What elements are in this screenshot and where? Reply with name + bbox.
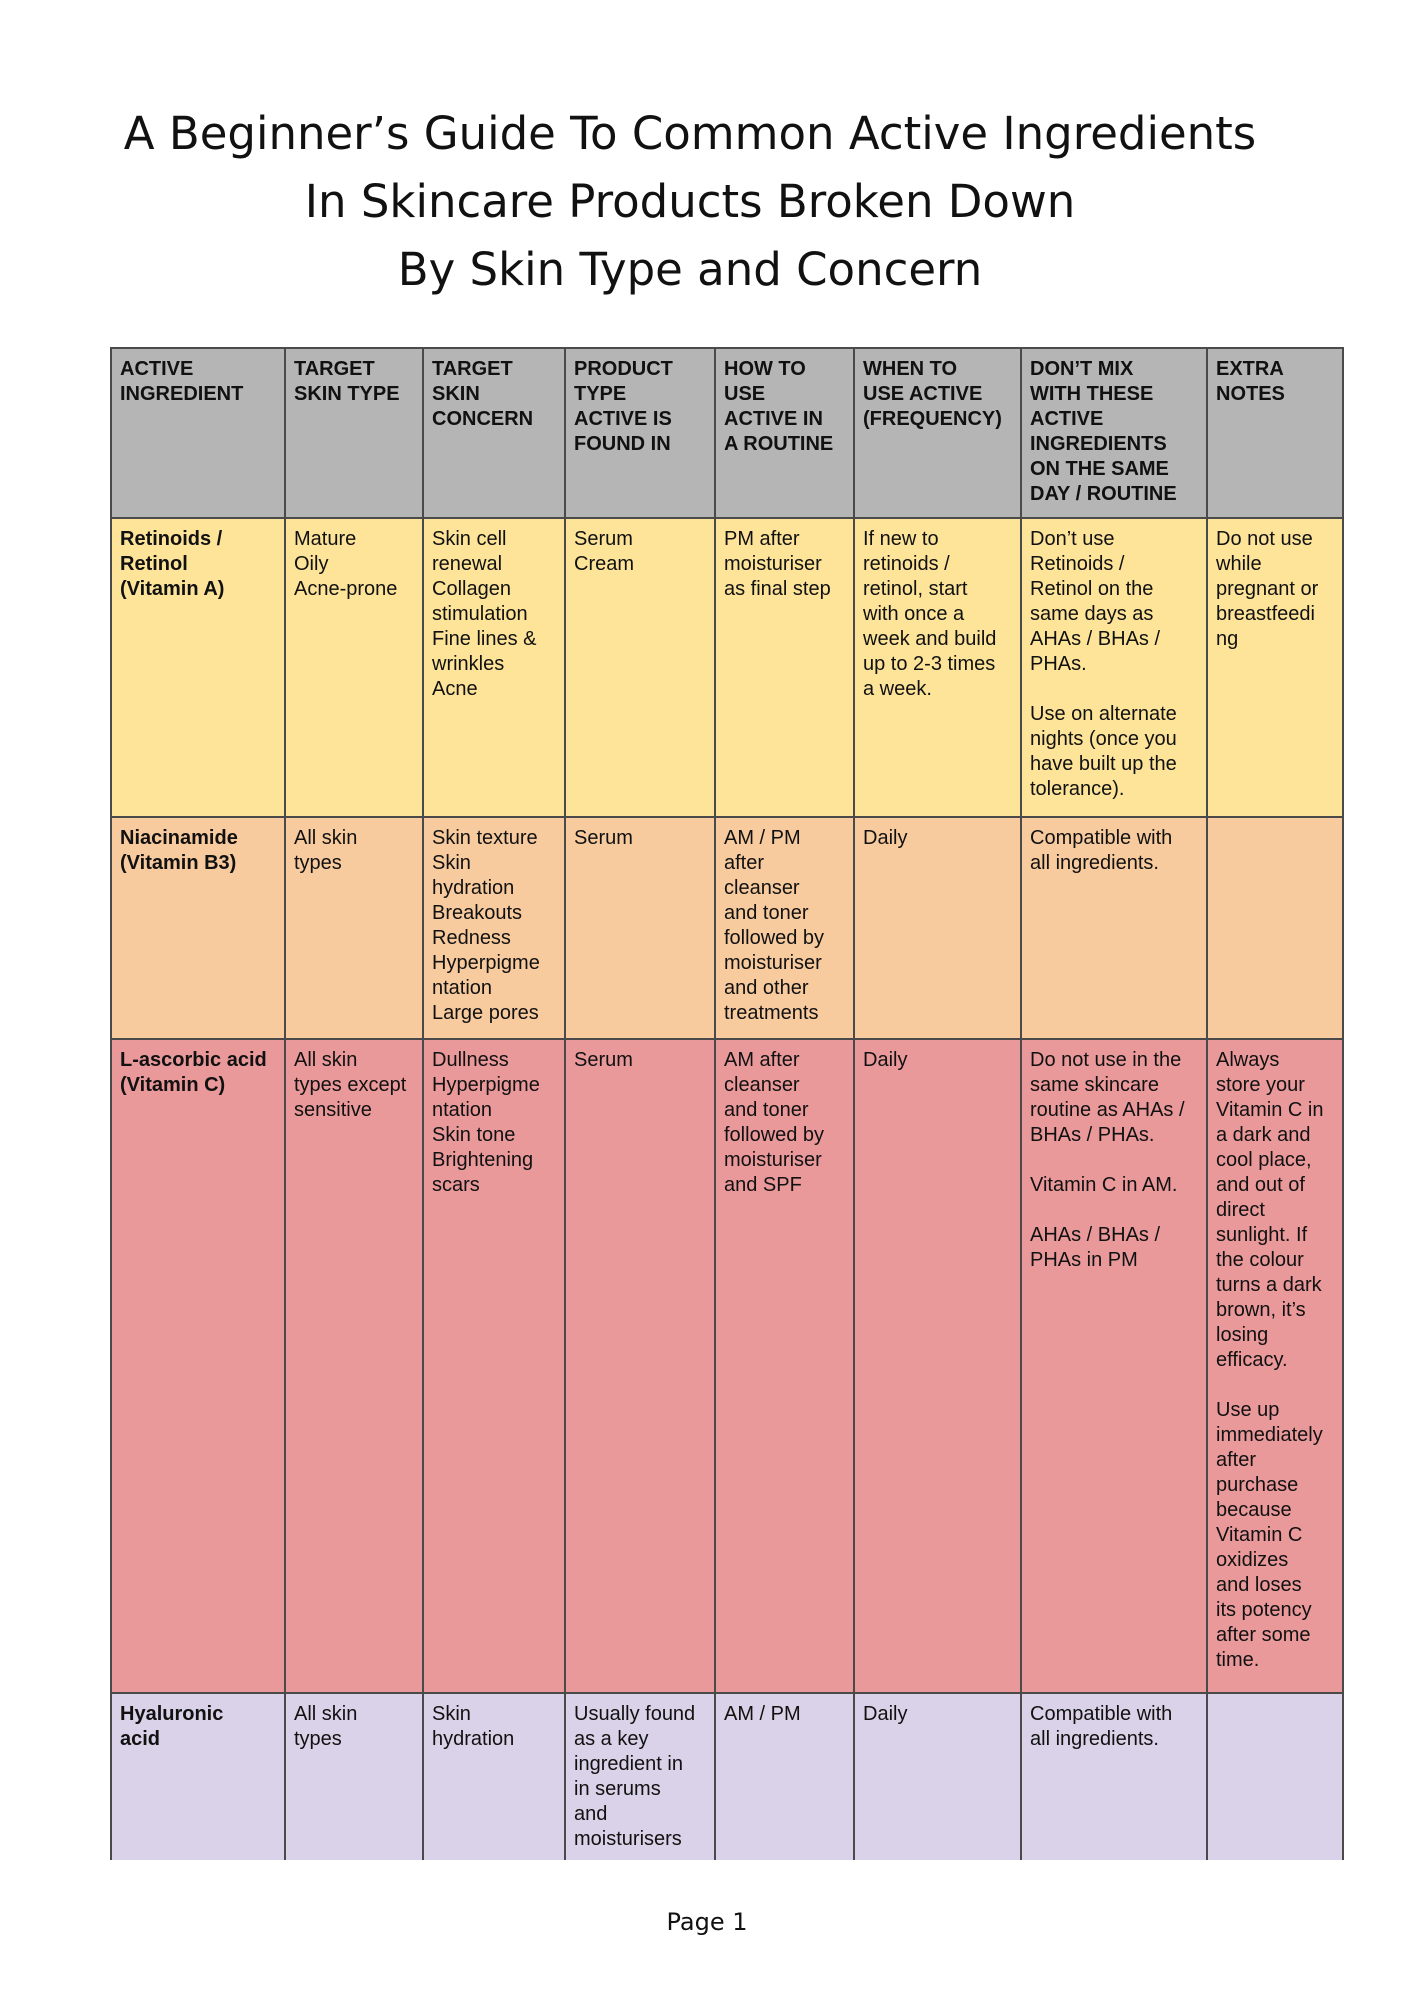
cell-text-line: All skin (294, 1049, 358, 1071)
skin-type-cell (285, 1039, 423, 1693)
cell-text-line: L-ascorbic acid (120, 1049, 267, 1071)
how-to-use-cell (715, 1039, 854, 1693)
cell-text-line: nights (once you (1030, 728, 1177, 750)
cell-text-line: Daily (863, 1049, 908, 1071)
ingredient-cell (111, 1693, 285, 1860)
cell-text-line: have built up the (1030, 753, 1177, 775)
cell-text-line: retinoids / (863, 553, 950, 575)
paragraph-gap (1030, 1148, 1198, 1173)
how-to-use-cell (715, 518, 854, 817)
cell-text-line: Oily (294, 553, 329, 575)
cell-text-line: and SPF (724, 1174, 802, 1196)
header-text-line: A ROUTINE (724, 433, 834, 455)
cell-text-line: Acne (432, 678, 478, 700)
cell-text-line: (Vitamin A) (120, 578, 225, 600)
header-text-line: HOW TO (724, 358, 806, 380)
header-target-skin-concern (423, 348, 565, 518)
header-text-line: CONCERN (432, 408, 534, 430)
title-line-1: A Beginner’s Guide To Common Active Ingredients (123, 107, 1257, 160)
table-row (111, 817, 1343, 1039)
cell-text-line: Compatible with (1030, 1703, 1173, 1725)
header-text-line: TARGET (294, 358, 375, 380)
cell-text-line: AM / PM (724, 1703, 801, 1725)
cell-text-line: Serum (574, 827, 633, 849)
cell-text-line: wrinkles (432, 653, 505, 675)
concern-cell (423, 817, 565, 1039)
product-type-cell (565, 518, 715, 817)
cell-text-line: oxidizes (1216, 1549, 1289, 1571)
cell-text-line: up to 2-3 times (863, 653, 996, 675)
cell-text-line: Usually found (574, 1703, 696, 1725)
cell-text-line: and toner (724, 902, 809, 924)
cell-text-line: Hyaluronic (120, 1703, 224, 1725)
cell-text-line: and (574, 1803, 608, 1825)
cell-text-line: Hyperpigme (432, 1074, 540, 1096)
cell-text-line: and loses (1216, 1574, 1302, 1596)
cell-text-line: all ingredients. (1030, 1728, 1159, 1750)
table-row (111, 518, 1343, 817)
cell-text-line: If new to (863, 528, 939, 550)
cell-text-line: after some (1216, 1624, 1311, 1646)
cell-text-line: Fine lines & (432, 628, 537, 650)
cell-text-line: Skin tone (432, 1124, 516, 1146)
cell-text-line: Vitamin C (1216, 1524, 1303, 1546)
document-title (60, 100, 1320, 304)
header-text-line: (FREQUENCY) (863, 408, 1002, 430)
cell-text-line: Daily (863, 1703, 908, 1725)
cell-text-line: AHAs / BHAs / (1030, 1224, 1161, 1246)
cell-text-line: after (724, 852, 765, 874)
cell-text-line: followed by (724, 1124, 825, 1146)
cell-text-line: PM after (724, 528, 800, 550)
concern-cell (423, 1693, 565, 1860)
cell-text-line: Daily (863, 827, 908, 849)
header-text-line: NOTES (1216, 383, 1285, 405)
cell-text-line: and out of (1216, 1174, 1305, 1196)
cell-text-line: All skin (294, 827, 358, 849)
cell-text-line: ng (1216, 628, 1239, 650)
table-body (111, 518, 1343, 1860)
cell-text-line: after (1216, 1449, 1257, 1471)
cell-text-line: turns a dark (1216, 1274, 1322, 1296)
header-text-line: SKIN (432, 383, 480, 405)
how-to-use-cell (715, 817, 854, 1039)
cell-text-line: Serum (574, 528, 633, 550)
frequency-cell (854, 1039, 1021, 1693)
cell-text-line: in serums (574, 1778, 661, 1800)
paragraph-gap (1216, 1373, 1334, 1398)
header-text-line: TYPE (574, 383, 627, 405)
cell-text-line: Large pores (432, 1002, 539, 1024)
cell-text-line: same days as (1030, 603, 1154, 625)
cell-text-line: (Vitamin B3) (120, 852, 237, 874)
concern-cell (423, 1039, 565, 1693)
cell-text-line: as a key (574, 1728, 649, 1750)
header-text-line: USE (724, 383, 766, 405)
cell-text-line: Skin (432, 852, 471, 874)
header-text-line: ON THE SAME (1030, 458, 1169, 480)
paragraph-gap (1030, 1198, 1198, 1223)
dont-mix-cell (1021, 817, 1207, 1039)
extra-notes-cell (1207, 518, 1343, 817)
skin-type-cell (285, 817, 423, 1039)
header-text-line: ACTIVE (1030, 408, 1104, 430)
cell-text-line: Redness (432, 927, 511, 949)
cell-text-line: sensitive (294, 1099, 372, 1121)
cell-text-line: moisturisers (574, 1828, 682, 1850)
cell-text-line: purchase (1216, 1474, 1299, 1496)
header-how-to-use (715, 348, 854, 518)
header-text-line: INGREDIENTS (1030, 433, 1167, 455)
cell-text-line: ntation (432, 1099, 493, 1121)
cell-text-line: Retinol on the (1030, 578, 1154, 600)
cell-text-line: a week. (863, 678, 932, 700)
cell-text-line: Always (1216, 1049, 1280, 1071)
header-text-line: TARGET (432, 358, 513, 380)
skin-type-cell (285, 1693, 423, 1860)
cell-text-line: as final step (724, 578, 831, 600)
skin-type-cell (285, 518, 423, 817)
cell-text-line: Serum (574, 1049, 633, 1071)
cell-text-line: week and build (863, 628, 997, 650)
cell-text-line: Dullness (432, 1049, 509, 1071)
cell-text-line: Cream (574, 553, 635, 575)
cell-text-line: cleanser (724, 877, 800, 899)
cell-text-line: Collagen (432, 578, 511, 600)
cell-text-line: routine as AHAs / (1030, 1099, 1185, 1121)
cell-text-line: same skincare (1030, 1074, 1159, 1096)
cell-text-line: Do not use in the (1030, 1049, 1182, 1071)
header-text-line: ACTIVE IS (574, 408, 672, 430)
header-text-line: ACTIVE IN (724, 408, 823, 430)
cell-text-line: ingredient in (574, 1753, 683, 1775)
cell-text-line: acid (120, 1728, 161, 1750)
concern-cell (423, 518, 565, 817)
cell-text-line: treatments (724, 1002, 819, 1024)
cell-text-line: retinol, start (863, 578, 968, 600)
cell-text-line: Don’t use (1030, 528, 1115, 550)
cell-text-line: hydration (432, 877, 515, 899)
cell-text-line: cleanser (724, 1074, 800, 1096)
product-type-cell (565, 1039, 715, 1693)
cell-text-line: store your (1216, 1074, 1305, 1096)
cell-text-line: moisturiser (724, 553, 822, 575)
cell-text-line: AM after (724, 1049, 800, 1071)
cell-text-line: immediately (1216, 1424, 1323, 1446)
extra-notes-cell (1207, 817, 1343, 1039)
cell-text-line: BHAs / PHAs. (1030, 1124, 1155, 1146)
header-target-skin-type (285, 348, 423, 518)
cell-text-line: Vitamin C in AM. (1030, 1174, 1178, 1196)
title-line-3: By Skin Type and Concern (397, 243, 983, 296)
cell-text-line: all ingredients. (1030, 852, 1159, 874)
frequency-cell (854, 817, 1021, 1039)
cell-text-line: followed by (724, 927, 825, 949)
table-row (111, 1693, 1343, 1860)
dont-mix-cell (1021, 1039, 1207, 1693)
how-to-use-cell (715, 1693, 854, 1860)
extra-notes-cell (1207, 1039, 1343, 1693)
cell-text-line: moisturiser (724, 952, 822, 974)
ingredient-guide-table (110, 347, 1344, 1860)
header-when-to-use (854, 348, 1021, 518)
cell-text-line: moisturiser (724, 1149, 822, 1171)
ingredient-cell (111, 518, 285, 817)
cell-text-line: scars (432, 1174, 480, 1196)
ingredient-cell (111, 1039, 285, 1693)
cell-text-line: PHAs in PM (1030, 1249, 1138, 1271)
cell-text-line: its potency (1216, 1599, 1312, 1621)
cell-text-line: ntation (432, 977, 493, 999)
cell-text-line: Brightening (432, 1149, 534, 1171)
cell-text-line: Use up (1216, 1399, 1280, 1421)
cell-text-line: Skin texture (432, 827, 538, 849)
header-text-line: PRODUCT (574, 358, 673, 380)
cell-text-line: Use on alternate (1030, 703, 1177, 725)
cell-text-line: cool place, (1216, 1149, 1312, 1171)
cell-text-line: and other (724, 977, 809, 999)
paragraph-gap (1030, 677, 1198, 702)
cell-text-line: Niacinamide (120, 827, 238, 849)
dont-mix-cell (1021, 518, 1207, 817)
title-line-2: In Skincare Products Broken Down (304, 175, 1076, 228)
cell-text-line: renewal (432, 553, 503, 575)
cell-text-line: types (294, 852, 342, 874)
page-number: Page 1 (666, 1908, 748, 1936)
cell-text-line: efficacy. (1216, 1349, 1288, 1371)
header-product-type (565, 348, 715, 518)
cell-text-line: hydration (432, 1728, 515, 1750)
cell-text-line: Skin (432, 1703, 471, 1725)
header-text-line: DAY / ROUTINE (1030, 483, 1177, 505)
header-text-line: WITH THESE (1030, 383, 1154, 405)
cell-text-line: tolerance). (1030, 778, 1125, 800)
header-active-ingredient (111, 348, 285, 518)
header-text-line: ACTIVE (120, 358, 194, 380)
cell-text-line: Hyperpigme (432, 952, 540, 974)
cell-text-line: Retinol (120, 553, 188, 575)
cell-text-line: Acne-prone (294, 578, 398, 600)
header-text-line: WHEN TO (863, 358, 958, 380)
header-extra-notes (1207, 348, 1343, 518)
cell-text-line: All skin (294, 1703, 358, 1725)
cell-text-line: Retinoids / (120, 528, 223, 550)
cell-text-line: direct (1216, 1199, 1265, 1221)
header-text-line: EXTRA (1216, 358, 1284, 380)
cell-text-line: because (1216, 1499, 1292, 1521)
header-text-line: INGREDIENT (120, 383, 244, 405)
cell-text-line: Mature (294, 528, 357, 550)
cell-text-line: types except (294, 1074, 407, 1096)
cell-text-line: time. (1216, 1649, 1260, 1671)
table-header-row (111, 348, 1343, 518)
dont-mix-cell (1021, 1693, 1207, 1860)
cell-text-line: a dark and (1216, 1124, 1311, 1146)
cell-text-line: AM / PM (724, 827, 801, 849)
header-text-line: FOUND IN (574, 433, 671, 455)
cell-text-line: losing (1216, 1324, 1269, 1346)
cell-text-line: pregnant or (1216, 578, 1319, 600)
cell-text-line: types (294, 1728, 342, 1750)
header-dont-mix (1021, 348, 1207, 518)
cell-text-line: Do not use (1216, 528, 1313, 550)
cell-text-line: while (1216, 553, 1262, 575)
header-text-line: SKIN TYPE (294, 383, 400, 405)
cell-text-line: sunlight. If (1216, 1224, 1308, 1246)
cell-text-line: AHAs / BHAs / (1030, 628, 1161, 650)
cell-text-line: and toner (724, 1099, 809, 1121)
cell-text-line: (Vitamin C) (120, 1074, 226, 1096)
cell-text-line: brown, it’s (1216, 1299, 1306, 1321)
cell-text-line: Skin cell (432, 528, 507, 550)
frequency-cell (854, 1693, 1021, 1860)
cell-text-line: stimulation (432, 603, 528, 625)
header-text-line: DON’T MIX (1030, 358, 1134, 380)
cell-text-line: Breakouts (432, 902, 523, 924)
cell-text-line: Compatible with (1030, 827, 1173, 849)
frequency-cell (854, 518, 1021, 817)
table-row (111, 1039, 1343, 1693)
header-text-line: USE ACTIVE (863, 383, 983, 405)
cell-text-line: with once a (863, 603, 965, 625)
cell-text-line: breastfeedi (1216, 603, 1315, 625)
cell-text-line: the colour (1216, 1249, 1304, 1271)
product-type-cell (565, 1693, 715, 1860)
product-type-cell (565, 817, 715, 1039)
extra-notes-cell (1207, 1693, 1343, 1860)
cell-text-line: PHAs. (1030, 653, 1087, 675)
cell-text-line: Retinoids / (1030, 553, 1125, 575)
ingredient-cell (111, 817, 285, 1039)
cell-text-line: Vitamin C in (1216, 1099, 1324, 1121)
